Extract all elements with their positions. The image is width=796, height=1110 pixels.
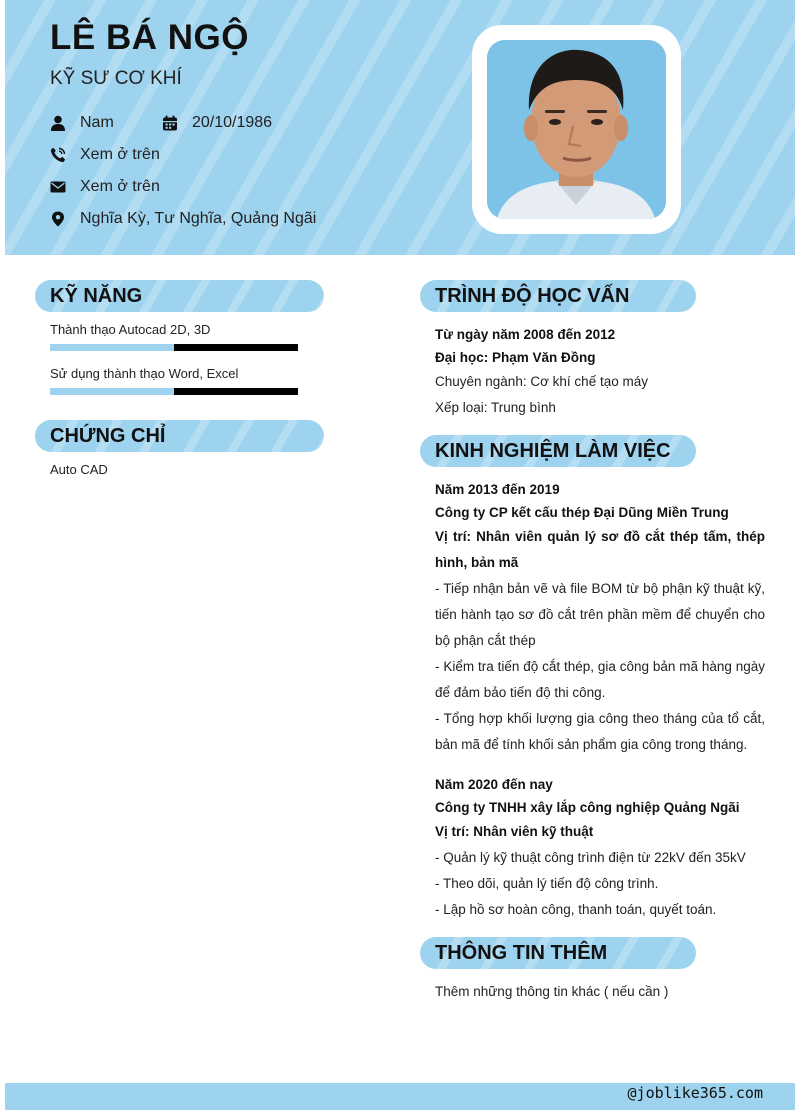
education-section-header: [420, 280, 696, 312]
skills-section-header: [35, 280, 324, 312]
skill-level-bar: [50, 344, 298, 351]
experience-entry: [435, 773, 765, 923]
experience-position: Vị trí: Nhân viên kỹ thuật: [435, 824, 594, 839]
education-period: Từ ngày năm 2008 đến 2012: [435, 327, 616, 342]
profile-photo: [487, 40, 666, 219]
gender-value: Nam: [80, 114, 114, 131]
calendar-icon: [162, 115, 178, 131]
skill-level-fill: [50, 388, 174, 395]
experience-duty: - Tiếp nhận bản vẽ và file BOM từ bộ phận kỹ thuật kỹ, tiến hành tạo sơ đồ cắt trên phần mềm để chuyển cho bộ phận cắt thép: [435, 581, 765, 648]
experience-duty: - Tổng hợp khối lượng gia công theo tháng của tổ cắt, bản mã để tính khối sản phẩm gia công trong tháng.: [435, 711, 765, 752]
address-row: [50, 210, 316, 228]
skill-level-bar: [50, 388, 298, 395]
portrait-image: [487, 40, 666, 219]
experience-position: Vị trí: Nhân viên quản lý sơ đồ cắt thép tấm, thép hình, bản mã: [435, 529, 765, 570]
education-block: [435, 323, 765, 421]
experience-duty: - Quản lý kỹ thuật công trình điện từ 22kV đến 35kV: [435, 850, 746, 865]
experience-entry: [435, 478, 765, 758]
gender-row: [50, 114, 114, 132]
experience-company: Công ty CP kết cấu thép Đại Dũng Miền Trung: [435, 505, 729, 520]
additional-section-title: THÔNG TIN THÊM: [435, 942, 608, 964]
profile-photo-frame: [472, 25, 681, 234]
education-school: Đại học: Phạm Văn Đồng: [435, 350, 596, 365]
certificate-item: Auto CAD: [50, 462, 108, 477]
experience-period: Năm 2013 đến 2019: [435, 482, 560, 497]
skill-label: Sử dụng thành thạo Word, Excel: [50, 366, 239, 381]
email-value: Xem ở trên: [80, 178, 160, 195]
footer-watermark: @joblike365.com: [627, 1084, 763, 1102]
job-title: KỸ SƯ CƠ KHÍ: [50, 68, 182, 89]
education-grade: Xếp loại: Trung bình: [435, 400, 556, 415]
footer-bar: [5, 1083, 795, 1110]
envelope-icon: [50, 179, 66, 195]
certificates-section-header: [35, 420, 324, 452]
candidate-name: LÊ BÁ NGỘ: [50, 18, 249, 57]
birthdate-value: 20/10/1986: [192, 114, 273, 131]
certificates-section-title: CHỨNG CHỈ: [50, 425, 166, 447]
skill-label: Thành thạo Autocad 2D, 3D: [50, 322, 211, 337]
experience-company: Công ty TNHH xây lắp công nghiệp Quảng Ngãi: [435, 800, 740, 815]
map-pin-icon: [50, 211, 66, 227]
phone-icon: [50, 147, 66, 163]
additional-section-header: [420, 937, 696, 969]
user-icon: [50, 115, 66, 131]
additional-text: Thêm những thông tin khác ( nếu cần ): [435, 984, 669, 999]
experience-section-title: KINH NGHIỆM LÀM VIỆC: [435, 440, 671, 462]
experience-duty: - Lập hồ sơ hoàn công, thanh toán, quyết toán.: [435, 902, 717, 917]
experience-period: Năm 2020 đến nay: [435, 777, 553, 792]
education-section-title: TRÌNH ĐỘ HỌC VẤN: [435, 285, 630, 307]
skills-section-title: KỸ NĂNG: [50, 285, 143, 307]
experience-duty: - Kiểm tra tiến độ cắt thép, gia công bản mã hàng ngày để đảm bảo tiến độ thi công.: [435, 659, 765, 700]
phone-value: Xem ở trên: [80, 146, 160, 163]
education-major: Chuyên ngành: Cơ khí chế tạo máy: [435, 374, 648, 389]
skill-level-fill: [50, 344, 174, 351]
address-value: Nghĩa Kỳ, Tư Nghĩa, Quảng Ngãi: [80, 210, 317, 227]
phone-row: [50, 146, 160, 164]
experience-section-header: [420, 435, 696, 467]
email-row: [50, 178, 160, 196]
birthdate-row: [162, 114, 272, 132]
experience-duty: - Theo dõi, quản lý tiến độ công trình.: [435, 876, 659, 891]
